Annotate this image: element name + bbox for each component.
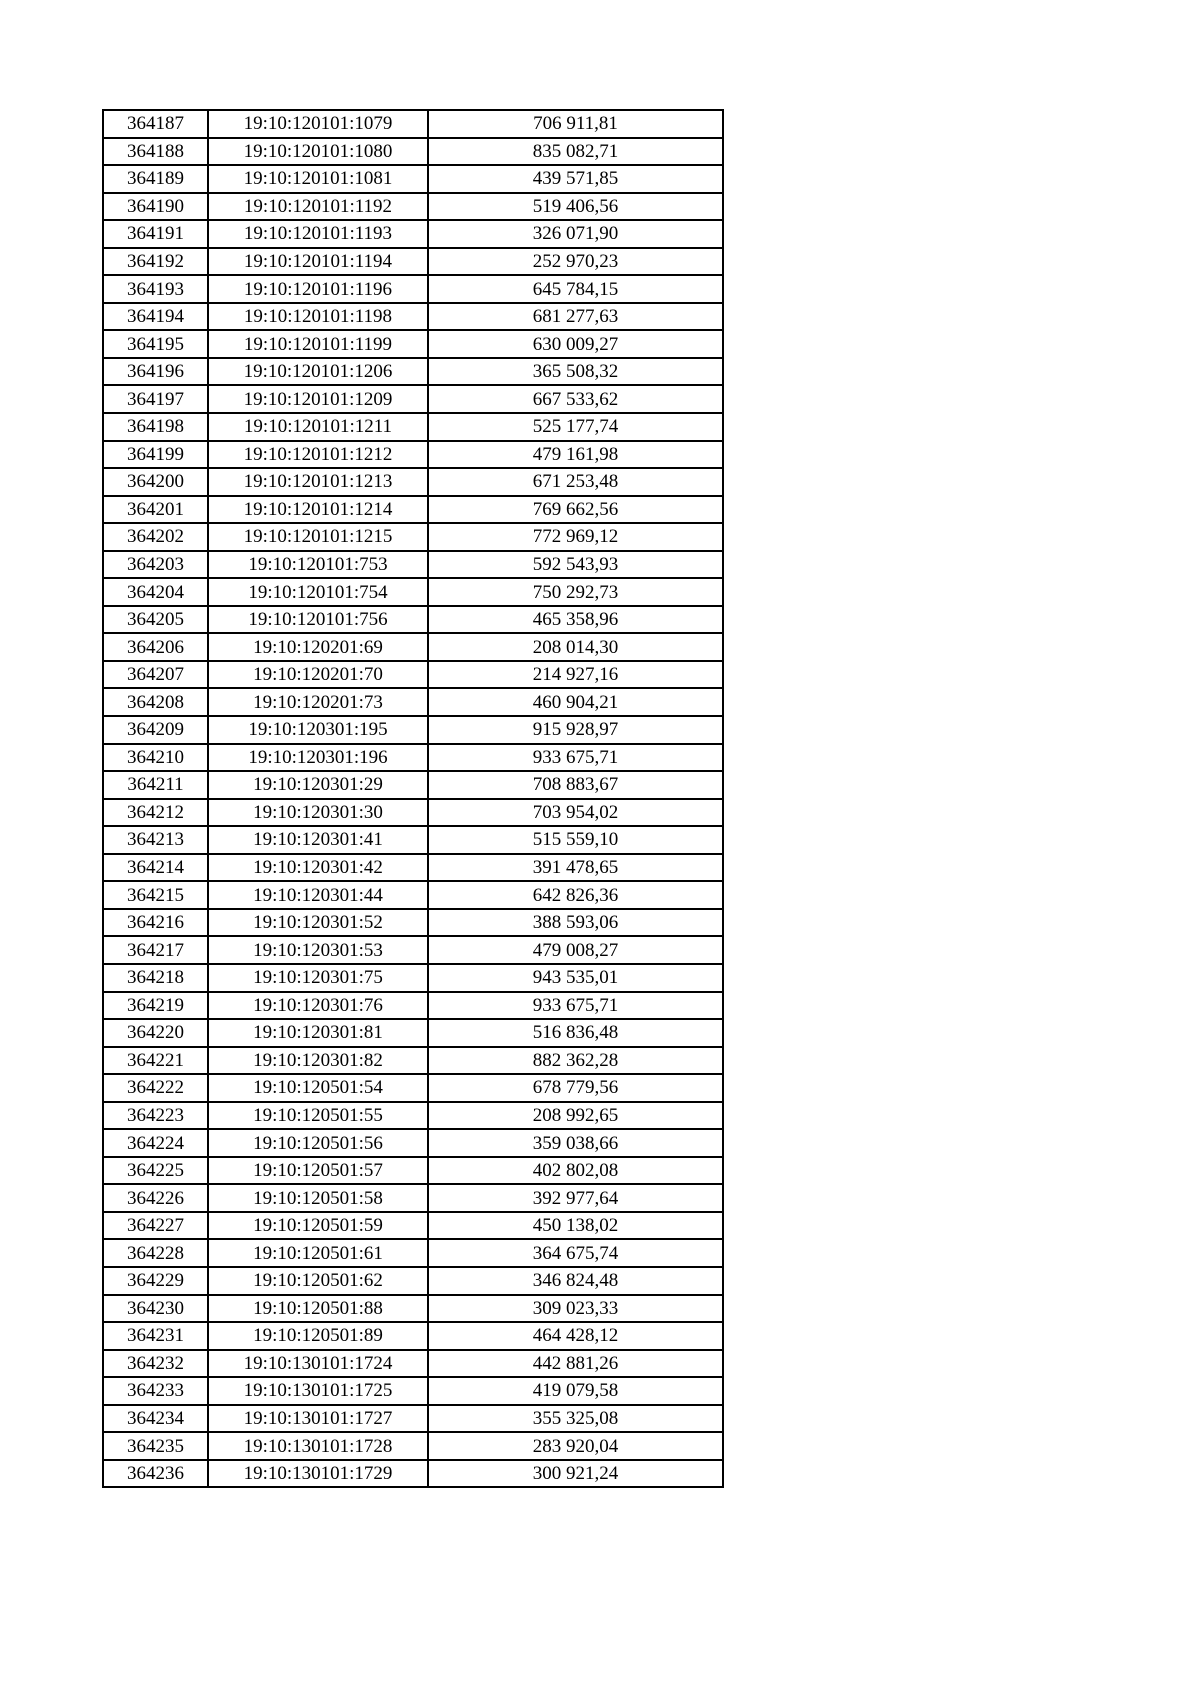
value-cell: 592 543,93 [428, 551, 723, 579]
table-row [103, 1102, 723, 1130]
row-number-cell: 364197 [103, 385, 208, 413]
value-cell: 681 277,63 [428, 303, 723, 331]
table-row [103, 193, 723, 221]
row-number-cell: 364203 [103, 551, 208, 579]
table-row [103, 551, 723, 579]
value-cell: 769 662,56 [428, 496, 723, 524]
table-row [103, 661, 723, 689]
table-row [103, 138, 723, 166]
value-cell: 464 428,12 [428, 1322, 723, 1350]
value-cell: 391 478,65 [428, 854, 723, 882]
value-cell: 365 508,32 [428, 358, 723, 386]
cadastral-number-cell: 19:10:120501:55 [208, 1102, 428, 1130]
value-cell: 515 559,10 [428, 826, 723, 854]
row-number-cell: 364188 [103, 138, 208, 166]
row-number-cell: 364187 [103, 110, 208, 138]
cadastral-number-cell: 19:10:120501:61 [208, 1239, 428, 1267]
cadastral-number-cell: 19:10:120501:54 [208, 1074, 428, 1102]
cadastral-number-cell: 19:10:130101:1725 [208, 1377, 428, 1405]
value-cell: 519 406,56 [428, 193, 723, 221]
value-cell: 642 826,36 [428, 881, 723, 909]
table-row [103, 1157, 723, 1185]
cadastral-number-cell: 19:10:120201:69 [208, 633, 428, 661]
value-cell: 882 362,28 [428, 1047, 723, 1075]
table-body [103, 110, 723, 1487]
table-row [103, 716, 723, 744]
value-cell: 671 253,48 [428, 468, 723, 496]
value-cell: 359 038,66 [428, 1129, 723, 1157]
cadastral-number-cell: 19:10:120301:44 [208, 881, 428, 909]
row-number-cell: 364191 [103, 220, 208, 248]
cadastral-number-cell: 19:10:120301:81 [208, 1019, 428, 1047]
cadastral-number-cell: 19:10:120301:30 [208, 799, 428, 827]
table-row [103, 1212, 723, 1240]
row-number-cell: 364211 [103, 771, 208, 799]
table-row [103, 385, 723, 413]
row-number-cell: 364205 [103, 606, 208, 634]
value-cell: 392 977,64 [428, 1184, 723, 1212]
value-cell: 516 836,48 [428, 1019, 723, 1047]
row-number-cell: 364214 [103, 854, 208, 882]
value-cell: 915 928,97 [428, 716, 723, 744]
value-cell: 933 675,71 [428, 744, 723, 772]
cadastral-number-cell: 19:10:120101:753 [208, 551, 428, 579]
table-row [103, 606, 723, 634]
value-cell: 678 779,56 [428, 1074, 723, 1102]
table-row [103, 854, 723, 882]
table-row [103, 881, 723, 909]
cadastral-number-cell: 19:10:120301:41 [208, 826, 428, 854]
cadastral-number-cell: 19:10:120101:1214 [208, 496, 428, 524]
cadastral-number-cell: 19:10:120101:1081 [208, 165, 428, 193]
cadastral-number-cell: 19:10:120301:52 [208, 909, 428, 937]
row-number-cell: 364230 [103, 1295, 208, 1323]
value-cell: 214 927,16 [428, 661, 723, 689]
table-row [103, 1322, 723, 1350]
row-number-cell: 364221 [103, 1047, 208, 1075]
value-cell: 479 161,98 [428, 441, 723, 469]
cadastral-number-cell: 19:10:130101:1727 [208, 1405, 428, 1433]
table-row [103, 165, 723, 193]
row-number-cell: 364195 [103, 330, 208, 358]
value-cell: 388 593,06 [428, 909, 723, 937]
table-row [103, 744, 723, 772]
row-number-cell: 364222 [103, 1074, 208, 1102]
row-number-cell: 364192 [103, 248, 208, 276]
cadastral-number-cell: 19:10:120101:1196 [208, 275, 428, 303]
cadastral-number-cell: 19:10:120101:1215 [208, 523, 428, 551]
row-number-cell: 364212 [103, 799, 208, 827]
value-cell: 708 883,67 [428, 771, 723, 799]
value-cell: 402 802,08 [428, 1157, 723, 1185]
table-row [103, 358, 723, 386]
row-number-cell: 364228 [103, 1239, 208, 1267]
row-number-cell: 364200 [103, 468, 208, 496]
cadastral-number-cell: 19:10:120301:76 [208, 992, 428, 1020]
cadastral-number-cell: 19:10:120101:1199 [208, 330, 428, 358]
table-row [103, 275, 723, 303]
cadastral-number-cell: 19:10:130101:1724 [208, 1350, 428, 1378]
table-row [103, 248, 723, 276]
cadastral-number-cell: 19:10:130101:1729 [208, 1460, 428, 1488]
value-cell: 772 969,12 [428, 523, 723, 551]
table-row [103, 688, 723, 716]
cadastral-number-cell: 19:10:120101:1211 [208, 413, 428, 441]
row-number-cell: 364213 [103, 826, 208, 854]
row-number-cell: 364193 [103, 275, 208, 303]
row-number-cell: 364189 [103, 165, 208, 193]
cadastral-number-cell: 19:10:120501:62 [208, 1267, 428, 1295]
value-cell: 630 009,27 [428, 330, 723, 358]
row-number-cell: 364215 [103, 881, 208, 909]
row-number-cell: 364235 [103, 1432, 208, 1460]
table-row [103, 413, 723, 441]
row-number-cell: 364220 [103, 1019, 208, 1047]
cadastral-number-cell: 19:10:120101:1080 [208, 138, 428, 166]
table-row [103, 303, 723, 331]
table-row [103, 1019, 723, 1047]
cadastral-number-cell: 19:10:120301:29 [208, 771, 428, 799]
row-number-cell: 364236 [103, 1460, 208, 1488]
row-number-cell: 364229 [103, 1267, 208, 1295]
value-cell: 326 071,90 [428, 220, 723, 248]
row-number-cell: 364233 [103, 1377, 208, 1405]
cadastral-number-cell: 19:10:120201:73 [208, 688, 428, 716]
table-row [103, 330, 723, 358]
row-number-cell: 364194 [103, 303, 208, 331]
value-cell: 525 177,74 [428, 413, 723, 441]
value-cell: 703 954,02 [428, 799, 723, 827]
table-row [103, 1432, 723, 1460]
row-number-cell: 364231 [103, 1322, 208, 1350]
value-cell: 419 079,58 [428, 1377, 723, 1405]
value-cell: 835 082,71 [428, 138, 723, 166]
row-number-cell: 364208 [103, 688, 208, 716]
value-cell: 933 675,71 [428, 992, 723, 1020]
row-number-cell: 364190 [103, 193, 208, 221]
table-row [103, 1239, 723, 1267]
cadastral-number-cell: 19:10:120101:1206 [208, 358, 428, 386]
cadastral-number-cell: 19:10:120101:754 [208, 578, 428, 606]
table-row [103, 1377, 723, 1405]
cadastral-value-table [102, 109, 724, 1488]
row-number-cell: 364225 [103, 1157, 208, 1185]
row-number-cell: 364198 [103, 413, 208, 441]
cadastral-number-cell: 19:10:120301:195 [208, 716, 428, 744]
value-cell: 667 533,62 [428, 385, 723, 413]
cadastral-number-cell: 19:10:120101:1198 [208, 303, 428, 331]
value-cell: 346 824,48 [428, 1267, 723, 1295]
cadastral-number-cell: 19:10:120301:42 [208, 854, 428, 882]
row-number-cell: 364202 [103, 523, 208, 551]
cadastral-number-cell: 19:10:120501:59 [208, 1212, 428, 1240]
table-row [103, 110, 723, 138]
table-row [103, 220, 723, 248]
table-row [103, 936, 723, 964]
table-row [103, 1350, 723, 1378]
cadastral-number-cell: 19:10:120301:75 [208, 964, 428, 992]
cadastral-number-cell: 19:10:120501:58 [208, 1184, 428, 1212]
table-row [103, 1184, 723, 1212]
table-row [103, 964, 723, 992]
value-cell: 439 571,85 [428, 165, 723, 193]
table-row [103, 1460, 723, 1488]
value-cell: 208 014,30 [428, 633, 723, 661]
table-row [103, 1295, 723, 1323]
table-row [103, 1074, 723, 1102]
cadastral-number-cell: 19:10:120101:1193 [208, 220, 428, 248]
table-row [103, 496, 723, 524]
table-row [103, 468, 723, 496]
cadastral-number-cell: 19:10:130101:1728 [208, 1432, 428, 1460]
cadastral-number-cell: 19:10:120101:1213 [208, 468, 428, 496]
value-cell: 252 970,23 [428, 248, 723, 276]
row-number-cell: 364224 [103, 1129, 208, 1157]
value-cell: 355 325,08 [428, 1405, 723, 1433]
cadastral-number-cell: 19:10:120101:1194 [208, 248, 428, 276]
table-row [103, 523, 723, 551]
cadastral-number-cell: 19:10:120301:82 [208, 1047, 428, 1075]
cadastral-number-cell: 19:10:120501:56 [208, 1129, 428, 1157]
table-row [103, 992, 723, 1020]
cadastral-number-cell: 19:10:120501:89 [208, 1322, 428, 1350]
table-row [103, 578, 723, 606]
row-number-cell: 364209 [103, 716, 208, 744]
table-row [103, 1129, 723, 1157]
cadastral-number-cell: 19:10:120101:1212 [208, 441, 428, 469]
cadastral-number-cell: 19:10:120101:756 [208, 606, 428, 634]
value-cell: 645 784,15 [428, 275, 723, 303]
value-cell: 943 535,01 [428, 964, 723, 992]
value-cell: 442 881,26 [428, 1350, 723, 1378]
row-number-cell: 364199 [103, 441, 208, 469]
cadastral-number-cell: 19:10:120301:196 [208, 744, 428, 772]
cadastral-number-cell: 19:10:120501:57 [208, 1157, 428, 1185]
table-row [103, 441, 723, 469]
cadastral-number-cell: 19:10:120201:70 [208, 661, 428, 689]
table-row [103, 1405, 723, 1433]
row-number-cell: 364218 [103, 964, 208, 992]
row-number-cell: 364219 [103, 992, 208, 1020]
value-cell: 750 292,73 [428, 578, 723, 606]
table-row [103, 826, 723, 854]
value-cell: 460 904,21 [428, 688, 723, 716]
cadastral-number-cell: 19:10:120101:1209 [208, 385, 428, 413]
value-cell: 465 358,96 [428, 606, 723, 634]
table-row [103, 1267, 723, 1295]
row-number-cell: 364226 [103, 1184, 208, 1212]
row-number-cell: 364201 [103, 496, 208, 524]
row-number-cell: 364217 [103, 936, 208, 964]
value-cell: 300 921,24 [428, 1460, 723, 1488]
table-row [103, 771, 723, 799]
cadastral-number-cell: 19:10:120101:1079 [208, 110, 428, 138]
row-number-cell: 364223 [103, 1102, 208, 1130]
value-cell: 479 008,27 [428, 936, 723, 964]
cadastral-number-cell: 19:10:120301:53 [208, 936, 428, 964]
row-number-cell: 364204 [103, 578, 208, 606]
row-number-cell: 364234 [103, 1405, 208, 1433]
value-cell: 706 911,81 [428, 110, 723, 138]
row-number-cell: 364196 [103, 358, 208, 386]
row-number-cell: 364210 [103, 744, 208, 772]
row-number-cell: 364232 [103, 1350, 208, 1378]
value-cell: 309 023,33 [428, 1295, 723, 1323]
table-row [103, 1047, 723, 1075]
value-cell: 364 675,74 [428, 1239, 723, 1267]
table-row [103, 633, 723, 661]
value-cell: 208 992,65 [428, 1102, 723, 1130]
table-row [103, 799, 723, 827]
row-number-cell: 364207 [103, 661, 208, 689]
cadastral-number-cell: 19:10:120101:1192 [208, 193, 428, 221]
row-number-cell: 364227 [103, 1212, 208, 1240]
cadastral-number-cell: 19:10:120501:88 [208, 1295, 428, 1323]
row-number-cell: 364216 [103, 909, 208, 937]
value-cell: 450 138,02 [428, 1212, 723, 1240]
table-row [103, 909, 723, 937]
value-cell: 283 920,04 [428, 1432, 723, 1460]
row-number-cell: 364206 [103, 633, 208, 661]
